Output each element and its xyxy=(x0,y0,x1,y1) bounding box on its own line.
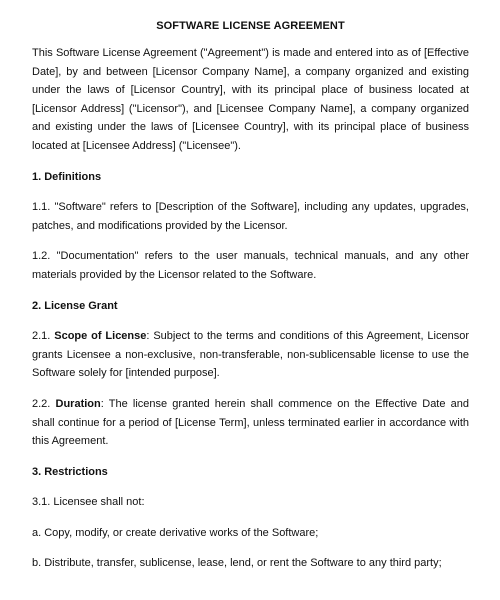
license-grant-2-2 xyxy=(32,395,469,451)
spacer xyxy=(32,542,469,554)
restriction-3-1: 3.1. Licensee shall not: xyxy=(32,496,145,509)
definition-1-2: 1.2. "Documentation" refers to the user manuals, technical manuals, and any other materials provided by the Licensor related to the Software. xyxy=(32,250,469,281)
spacer xyxy=(32,481,469,493)
document-title: SOFTWARE LICENSE AGREEMENT xyxy=(156,20,345,32)
restriction-item-b: b. Distribute, transfer, sublicense, lease, lend, or rent the Software to any third party; xyxy=(32,557,442,570)
section-heading-license-grant: 2. License Grant xyxy=(32,299,118,312)
spacer xyxy=(32,383,469,395)
definition-1-1: 1.1. "Software" refers to [Description of the Software], including any updates, upgrades, patches, and modifications provided by the Licensor. xyxy=(32,201,469,232)
intro-paragraph: This Software License Agreement ("Agreement") is made and entered into as of [Effective Date], by and between [Licensor Company Name], a company organized and existing under the laws of [Licensor Country], with its principal place of business located at [Licensor Address] ("Licensor"), and [Licensee Company Name], a company organized and existing under the laws of [Licensee Country], with its principal place of business located at [Licensee Address] ("Licensee"). xyxy=(32,47,469,152)
clause-number: 2.1. xyxy=(32,330,55,343)
clause-text: : Subject to the terms and conditions of this Agreement, Licensor grants Licensee a non-exclusive, non-transferable, non-sublicensable license to use the Software solely for [intended purpose]. xyxy=(32,330,469,380)
spacer xyxy=(32,285,469,297)
clause-term: Duration xyxy=(55,397,101,410)
clause-term: Scope of License xyxy=(54,330,147,343)
spacer xyxy=(32,235,469,247)
clause-number: 2.2. xyxy=(32,397,56,410)
restriction-item-a: a. Copy, modify, or create derivative works of the Software; xyxy=(32,526,319,539)
spacer xyxy=(32,186,469,198)
page-bottom-crop xyxy=(0,592,500,600)
spacer xyxy=(32,451,469,463)
section-heading-restrictions: 3. Restrictions xyxy=(32,465,108,478)
section-heading-definitions: 1. Definitions xyxy=(32,170,102,183)
license-grant-2-1 xyxy=(32,327,469,383)
clause-text: : The license granted herein shall commence on the Effective Date and shall continue for a period of [License Term], unless terminated earlier in accordance with this Agreement. xyxy=(32,397,470,448)
spacer xyxy=(32,315,469,327)
spacer xyxy=(32,512,469,524)
spacer xyxy=(32,156,469,168)
